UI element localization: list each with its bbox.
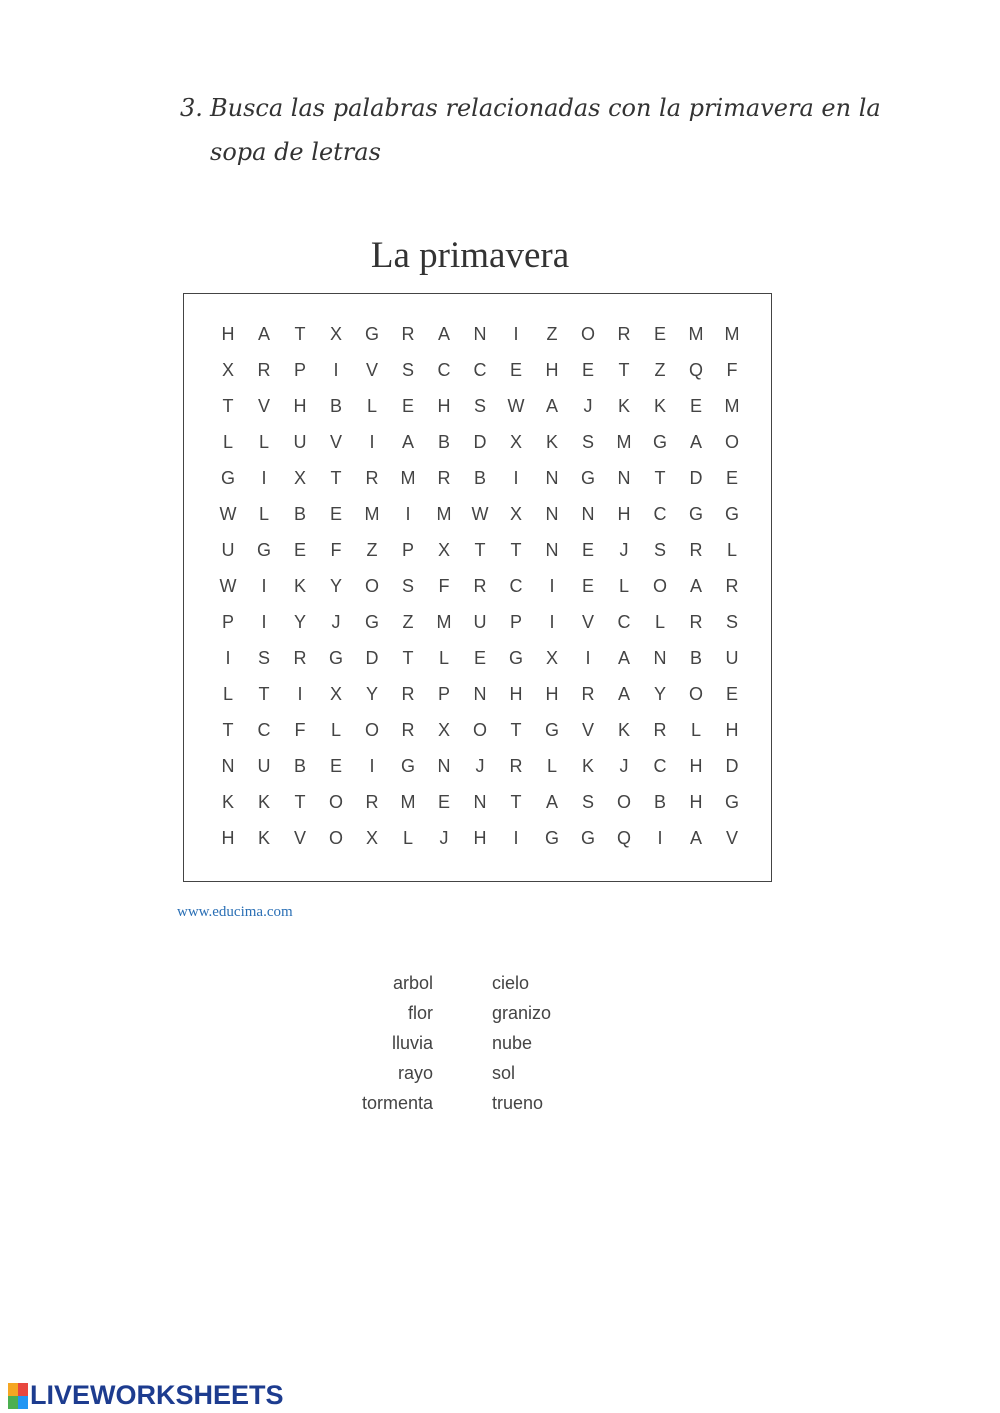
grid-letter[interactable]: P xyxy=(437,683,450,704)
grid-letter[interactable]: F xyxy=(330,539,342,560)
grid-letter[interactable]: K xyxy=(221,791,234,812)
grid-letter[interactable]: N xyxy=(473,323,487,344)
logo-square xyxy=(8,1383,18,1396)
grid-letter[interactable]: N xyxy=(545,467,559,488)
grid-letter[interactable]: X xyxy=(329,683,342,704)
grid-letter[interactable]: M xyxy=(436,611,452,632)
grid-letter[interactable]: L xyxy=(654,611,665,632)
grid-letter[interactable]: H xyxy=(509,683,523,704)
grid-letter[interactable]: O xyxy=(724,431,739,452)
grid-letter[interactable]: R xyxy=(365,791,379,812)
instruction-number: 3. xyxy=(180,94,203,122)
grid-letter[interactable]: A xyxy=(437,323,450,344)
grid-letter[interactable]: M xyxy=(400,467,416,488)
grid-letter[interactable]: I xyxy=(261,611,267,632)
grid-letter[interactable]: S xyxy=(257,647,270,668)
grid-letter[interactable]: D xyxy=(473,431,487,452)
grid-letter[interactable]: O xyxy=(688,683,703,704)
grid-letter[interactable]: I xyxy=(549,575,555,596)
grid-letter[interactable]: G xyxy=(400,755,415,776)
grid-letter[interactable]: O xyxy=(652,575,667,596)
grid-letter[interactable]: S xyxy=(581,431,594,452)
grid-letter[interactable]: M xyxy=(364,503,380,524)
grid-letter[interactable]: O xyxy=(328,827,343,848)
grid-letter[interactable]: I xyxy=(297,683,303,704)
grid-letter[interactable]: R xyxy=(401,719,415,740)
grid-letter[interactable]: G xyxy=(688,503,703,524)
grid-letter[interactable]: S xyxy=(653,539,666,560)
brand[interactable] xyxy=(8,1380,284,1411)
grid-letter[interactable]: I xyxy=(369,431,375,452)
word-list-item: granizo xyxy=(492,1003,552,1023)
grid-letter[interactable]: G xyxy=(364,611,379,632)
word-search-grid xyxy=(210,316,750,856)
grid-letter[interactable]: R xyxy=(401,683,415,704)
grid-letter[interactable]: L xyxy=(438,647,449,668)
grid-letter[interactable]: M xyxy=(724,395,740,416)
grid-letter[interactable]: B xyxy=(473,467,486,488)
grid-letter[interactable]: B xyxy=(329,395,342,416)
grid-letter[interactable]: G xyxy=(652,431,667,452)
grid-letter[interactable]: T xyxy=(222,719,234,740)
grid-letter[interactable]: G xyxy=(544,719,559,740)
grid-letter[interactable]: H xyxy=(473,827,487,848)
grid-letter[interactable]: C xyxy=(653,503,667,524)
grid-letter[interactable]: R xyxy=(509,755,523,776)
grid-letter[interactable]: L xyxy=(222,683,233,704)
grid-letter[interactable]: H xyxy=(545,359,559,380)
grid-letter[interactable]: O xyxy=(616,791,631,812)
grid-letter[interactable]: Q xyxy=(616,827,631,848)
grid-letter[interactable]: N xyxy=(617,467,631,488)
grid-letter[interactable]: C xyxy=(473,359,487,380)
grid-letter[interactable]: L xyxy=(258,503,269,524)
grid-letter[interactable]: U xyxy=(725,647,739,668)
grid-letter[interactable]: X xyxy=(437,719,450,740)
grid-letter[interactable]: T xyxy=(294,791,306,812)
grid-letter[interactable]: Q xyxy=(688,359,703,380)
grid-letter[interactable]: O xyxy=(364,719,379,740)
grid-letter[interactable]: X xyxy=(365,827,378,848)
grid-letter[interactable]: R xyxy=(581,683,595,704)
grid-letter[interactable]: G xyxy=(508,647,523,668)
grid-letter[interactable]: H xyxy=(221,323,235,344)
grid-letter[interactable]: W xyxy=(471,503,489,524)
word-list-item: nube xyxy=(492,1033,533,1053)
grid-letter[interactable]: M xyxy=(616,431,632,452)
grid-letter[interactable]: I xyxy=(261,575,267,596)
grid-letter[interactable]: Z xyxy=(546,323,558,344)
grid-letter[interactable]: R xyxy=(437,467,451,488)
logo-square xyxy=(18,1396,28,1409)
grid-letter[interactable]: J xyxy=(619,539,629,560)
word-list-item: rayo xyxy=(397,1063,433,1083)
grid-letter[interactable]: R xyxy=(257,359,271,380)
grid-letter[interactable]: S xyxy=(473,395,486,416)
grid-letter[interactable]: N xyxy=(581,503,595,524)
grid-letter[interactable]: G xyxy=(220,467,235,488)
grid-letter[interactable]: U xyxy=(473,611,487,632)
instruction-line-2: sopa de letras xyxy=(210,138,381,166)
grid-letter[interactable]: J xyxy=(439,827,449,848)
grid-letter[interactable]: Y xyxy=(293,611,306,632)
grid-letter[interactable]: F xyxy=(726,359,738,380)
grid-letter[interactable]: W xyxy=(219,575,237,596)
grid-letter[interactable]: D xyxy=(725,755,739,776)
grid-letter[interactable]: I xyxy=(549,611,555,632)
grid-letter[interactable]: N xyxy=(545,539,559,560)
grid-letter[interactable]: E xyxy=(293,539,306,560)
grid-letter[interactable]: N xyxy=(545,503,559,524)
grid-letter[interactable]: P xyxy=(509,611,522,632)
word-list-item: trueno xyxy=(492,1093,544,1113)
grid-letter[interactable]: M xyxy=(688,323,704,344)
grid-letter[interactable]: L xyxy=(402,827,413,848)
grid-letter[interactable]: G xyxy=(364,323,379,344)
grid-letter[interactable]: I xyxy=(261,467,267,488)
worksheet-title: La primavera xyxy=(370,235,570,276)
grid-letter[interactable]: K xyxy=(581,755,594,776)
word-list-left xyxy=(330,968,433,1118)
grid-letter[interactable]: B xyxy=(437,431,450,452)
grid-letter[interactable]: V xyxy=(329,431,342,452)
grid-letter[interactable]: E xyxy=(329,503,342,524)
grid-letter[interactable]: Z xyxy=(654,359,666,380)
grid-letter[interactable]: C xyxy=(257,719,271,740)
grid-letter[interactable]: H xyxy=(545,683,559,704)
grid-letter[interactable]: E xyxy=(581,575,594,596)
grid-letter[interactable]: A xyxy=(545,791,558,812)
grid-letter[interactable]: L xyxy=(546,755,557,776)
grid-letter[interactable]: E xyxy=(689,395,702,416)
grid-letter[interactable]: J xyxy=(619,755,629,776)
grid-letter[interactable]: T xyxy=(222,395,234,416)
grid-letter[interactable]: N xyxy=(437,755,451,776)
grid-letter[interactable]: E xyxy=(653,323,666,344)
grid-letter[interactable]: T xyxy=(294,323,306,344)
word-list-right xyxy=(492,968,642,1118)
grid-letter[interactable]: G xyxy=(256,539,271,560)
grid-letter[interactable]: A xyxy=(689,575,702,596)
grid-letter[interactable]: K xyxy=(257,791,270,812)
grid-letter[interactable]: Z xyxy=(366,539,378,560)
grid-letter[interactable]: W xyxy=(507,395,525,416)
grid-letter[interactable]: I xyxy=(225,647,231,668)
grid-letter[interactable]: L xyxy=(618,575,629,596)
grid-letter[interactable]: V xyxy=(581,611,594,632)
grid-letter[interactable]: E xyxy=(581,539,594,560)
grid-letter[interactable]: I xyxy=(657,827,663,848)
grid-letter[interactable]: N xyxy=(653,647,667,668)
grid-letter[interactable]: V xyxy=(581,719,594,740)
grid-letter[interactable]: K xyxy=(653,395,666,416)
grid-letter[interactable]: J xyxy=(331,611,341,632)
grid-letter[interactable]: Y xyxy=(653,683,666,704)
grid-letter[interactable]: L xyxy=(726,539,737,560)
grid-letter[interactable]: C xyxy=(509,575,523,596)
grid-letter[interactable]: A xyxy=(257,323,270,344)
grid-letter[interactable]: U xyxy=(221,539,235,560)
brand-name: LIVEWORKSHEETS xyxy=(30,1380,284,1410)
grid-letter[interactable]: K xyxy=(257,827,270,848)
grid-letter[interactable]: E xyxy=(725,683,738,704)
grid-letter[interactable]: E xyxy=(725,467,738,488)
instruction-line-1: Busca las palabras relacionadas con la primavera en la xyxy=(210,94,881,122)
grid-letter[interactable]: H xyxy=(437,395,451,416)
grid-letter[interactable]: G xyxy=(580,467,595,488)
grid-letter[interactable]: A xyxy=(689,431,702,452)
grid-letter[interactable]: B xyxy=(653,791,666,812)
grid-letter[interactable]: A xyxy=(689,827,702,848)
grid-letter[interactable]: V xyxy=(257,395,270,416)
grid-letter[interactable]: D xyxy=(689,467,703,488)
grid-letter[interactable]: T xyxy=(510,719,522,740)
grid-letter[interactable]: T xyxy=(510,791,522,812)
instruction xyxy=(180,86,900,174)
grid-letter[interactable]: C xyxy=(437,359,451,380)
grid-letter[interactable]: R xyxy=(689,611,703,632)
grid-letter[interactable]: K xyxy=(617,395,630,416)
grid-letter[interactable]: R xyxy=(401,323,415,344)
grid-letter[interactable]: G xyxy=(724,791,739,812)
grid-letter[interactable]: A xyxy=(617,647,630,668)
grid-letter[interactable]: S xyxy=(401,359,414,380)
word-list-item: tormenta xyxy=(361,1093,433,1113)
grid-letter[interactable]: E xyxy=(329,755,342,776)
grid-letter[interactable]: L xyxy=(222,431,233,452)
grid-letter[interactable]: E xyxy=(509,359,522,380)
grid-letter[interactable]: X xyxy=(293,467,306,488)
grid-letter[interactable]: K xyxy=(617,719,630,740)
grid-letter[interactable]: V xyxy=(365,359,378,380)
grid-letter[interactable]: I xyxy=(513,467,519,488)
grid-letter[interactable]: L xyxy=(690,719,701,740)
grid-letter[interactable]: X xyxy=(221,359,234,380)
liveworksheets-logo-icon xyxy=(8,1383,28,1409)
grid-letter[interactable]: X xyxy=(437,539,450,560)
word-list-item: arbol xyxy=(392,973,433,993)
grid-letter[interactable]: I xyxy=(333,359,339,380)
grid-letter[interactable]: X xyxy=(329,323,342,344)
word-list-item: sol xyxy=(492,1063,516,1083)
grid-letter[interactable]: T xyxy=(474,539,486,560)
grid-letter[interactable]: R xyxy=(293,647,307,668)
grid-letter[interactable]: Y xyxy=(365,683,378,704)
grid-letter[interactable]: I xyxy=(513,323,519,344)
grid-letter[interactable]: O xyxy=(472,719,487,740)
grid-letter[interactable]: R xyxy=(365,467,379,488)
grid-letter[interactable]: G xyxy=(544,827,559,848)
grid-letter[interactable]: E xyxy=(401,395,414,416)
grid-letter[interactable]: P xyxy=(401,539,414,560)
grid-letter[interactable]: F xyxy=(438,575,450,596)
grid-letter[interactable]: I xyxy=(513,827,519,848)
grid-letter[interactable]: P xyxy=(221,611,234,632)
grid-letter[interactable]: F xyxy=(294,719,306,740)
grid-letter[interactable]: C xyxy=(617,611,631,632)
grid-letter[interactable]: I xyxy=(585,647,591,668)
grid-letter[interactable]: U xyxy=(293,431,307,452)
grid-letter[interactable]: P xyxy=(293,359,306,380)
grid-letter[interactable]: R xyxy=(617,323,631,344)
grid-letter[interactable]: H xyxy=(221,827,235,848)
word-list-item: lluvia xyxy=(391,1033,433,1053)
grid-letter[interactable]: T xyxy=(654,467,666,488)
word-list-item: cielo xyxy=(492,973,530,993)
grid-letter[interactable]: G xyxy=(580,827,595,848)
grid-letter[interactable]: U xyxy=(257,755,271,776)
grid-letter[interactable]: R xyxy=(653,719,667,740)
grid-letter[interactable]: O xyxy=(364,575,379,596)
grid-letter[interactable]: A xyxy=(401,431,414,452)
word-search-box xyxy=(183,293,772,882)
grid-letter[interactable]: N xyxy=(473,683,487,704)
grid-letter[interactable]: M xyxy=(724,323,740,344)
source-link[interactable]: www.educima.com xyxy=(177,904,293,920)
logo-square xyxy=(8,1396,18,1409)
grid-letter[interactable]: J xyxy=(583,395,593,416)
grid-letter[interactable]: T xyxy=(510,539,522,560)
grid-letter[interactable]: H xyxy=(689,791,703,812)
grid-letter[interactable]: B xyxy=(689,647,702,668)
grid-letter[interactable]: H xyxy=(293,395,307,416)
grid-letter[interactable]: X xyxy=(509,431,522,452)
grid-letter[interactable]: R xyxy=(725,575,739,596)
grid-letter[interactable]: V xyxy=(725,827,738,848)
grid-letter[interactable]: H xyxy=(689,755,703,776)
grid-letter[interactable]: T xyxy=(618,359,630,380)
grid-letter[interactable]: I xyxy=(369,755,375,776)
grid-letter[interactable]: E xyxy=(437,791,450,812)
grid-letter[interactable]: B xyxy=(293,503,306,524)
grid-letter[interactable]: L xyxy=(330,719,341,740)
grid-letter[interactable]: W xyxy=(219,503,237,524)
grid-letter[interactable]: S xyxy=(725,611,738,632)
grid-letter[interactable]: A xyxy=(617,683,630,704)
grid-letter[interactable]: R xyxy=(689,539,703,560)
grid-letter[interactable]: Z xyxy=(402,611,414,632)
grid-letter[interactable]: D xyxy=(365,647,379,668)
grid-letter[interactable]: G xyxy=(328,647,343,668)
grid-letter[interactable]: A xyxy=(545,395,558,416)
grid-letter[interactable]: O xyxy=(580,323,595,344)
grid-letter[interactable]: T xyxy=(330,467,342,488)
grid-letter[interactable]: H xyxy=(725,719,739,740)
grid-letter[interactable]: Y xyxy=(329,575,342,596)
grid-letter[interactable]: C xyxy=(653,755,667,776)
grid-letter[interactable]: I xyxy=(405,503,411,524)
grid-letter[interactable]: G xyxy=(724,503,739,524)
logo-square xyxy=(18,1383,28,1396)
grid-letter[interactable]: M xyxy=(436,503,452,524)
grid-letter[interactable]: T xyxy=(258,683,270,704)
grid-letter[interactable]: T xyxy=(402,647,414,668)
grid-letter[interactable]: E xyxy=(581,359,594,380)
grid-letter[interactable]: X xyxy=(545,647,558,668)
grid-letter[interactable]: H xyxy=(617,503,631,524)
grid-letter[interactable]: O xyxy=(328,791,343,812)
grid-letter[interactable]: K xyxy=(545,431,558,452)
grid-letter[interactable]: B xyxy=(293,755,306,776)
grid-letter[interactable]: R xyxy=(473,575,487,596)
grid-letter[interactable]: S xyxy=(401,575,414,596)
grid-letter[interactable]: V xyxy=(293,827,306,848)
grid-letter[interactable]: L xyxy=(366,395,377,416)
grid-letter[interactable]: J xyxy=(475,755,485,776)
grid-letter[interactable]: M xyxy=(400,791,416,812)
grid-letter[interactable]: S xyxy=(581,791,594,812)
grid-letter[interactable]: E xyxy=(473,647,486,668)
word-list-item: flor xyxy=(407,1003,433,1023)
grid-letter[interactable]: N xyxy=(473,791,487,812)
grid-letter[interactable]: L xyxy=(258,431,269,452)
grid-letter[interactable]: N xyxy=(221,755,235,776)
grid-letter[interactable]: X xyxy=(509,503,522,524)
grid-letter[interactable]: K xyxy=(293,575,306,596)
